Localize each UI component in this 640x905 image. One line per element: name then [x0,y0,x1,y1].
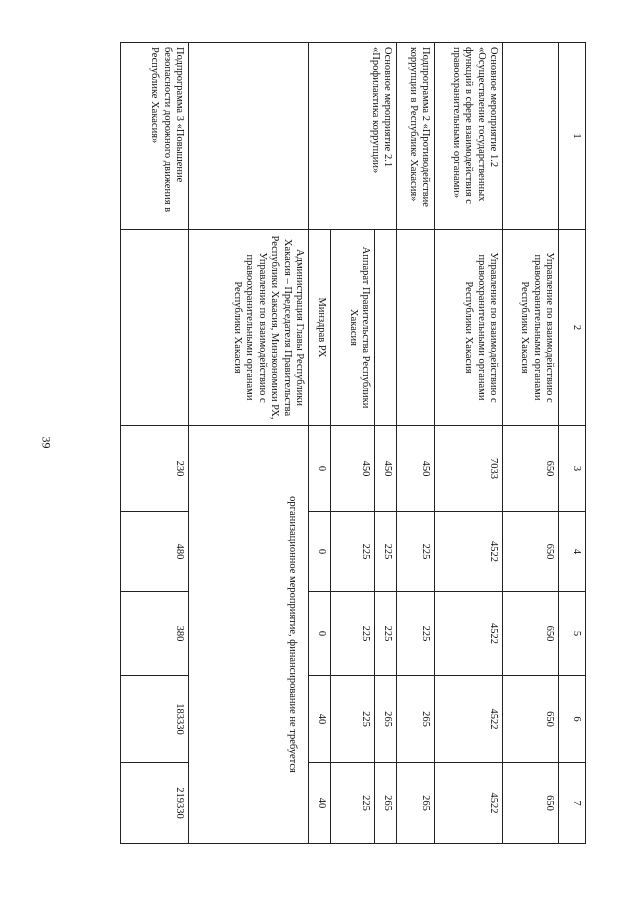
table-row [397,43,435,844]
program-name-cell: Основное мероприятие 2.1 «Профилактика коррупции» [309,43,397,230]
total-cell: 650 [503,426,559,512]
year-value-cell: 650 [503,512,559,592]
year-value-cell: 183330 [121,676,189,763]
year-value-cell: 265 [375,676,397,763]
program-name-cell [503,43,559,230]
table-row [503,43,559,844]
year-value-cell: 265 [397,676,435,763]
executor-cell [375,230,397,426]
executor-cell: Администрация Главы Республики Хакасия – Председателя Правительства Республики Хакасия, Минэкономики РХ, Управление по взаимодействию с правоохранительными органами Республики Хакасия [189,230,309,426]
year-value-cell: 225 [331,592,375,676]
executor-cell: Управление по взаимодействию с правоохранительными органами Республики Хакасия [503,230,559,426]
column-header: 1 [559,43,586,230]
column-header: 7 [559,763,586,844]
year-value-cell: 380 [121,592,189,676]
column-header: 4 [559,512,586,592]
program-name-cell: Подпрограмма 3 «Повышение безопасности дорожного движения в Республике Хакасия» [121,43,189,230]
total-cell: 230 [121,426,189,512]
year-value-cell: 4522 [435,592,503,676]
year-value-cell: 650 [503,676,559,763]
year-value-cell: 225 [375,592,397,676]
table-row [375,43,397,844]
executor-cell [397,230,435,426]
total-cell: 0 [309,426,331,512]
year-value-cell: 225 [331,512,375,592]
program-name-cell: Основное мероприятие 1.2 «Осуществление государственных функций в сфере взаимодействия с правоохранительными органами» [435,43,503,230]
year-value-cell: 40 [309,676,331,763]
year-value-cell: 225 [375,512,397,592]
total-cell: 450 [331,426,375,512]
executor-cell [121,230,189,426]
executor-cell: Минздрав РХ [309,230,331,426]
year-value-cell: 265 [375,763,397,844]
rotated-table-sheet [97,42,586,843]
executor-cell: Аппарат Правительства Республики Хакасия [331,230,375,426]
program-name-cell [189,43,309,230]
executor-cell: Управление по взаимодействию с правоохранительными органами Республики Хакасия [435,230,503,426]
total-cell: 450 [397,426,435,512]
table-row [189,43,309,844]
budget-table [120,42,586,844]
funding-note-cell: организационное мероприятие, финансирование не требуется [189,426,309,844]
column-header: 6 [559,676,586,763]
year-value-cell: 265 [397,763,435,844]
year-value-cell: 225 [397,592,435,676]
table-row [121,43,189,844]
year-value-cell: 40 [309,763,331,844]
year-value-cell: 0 [309,512,331,592]
program-name-cell: Подпрограмма 2 «Противодействие коррупции в Республике Хакасия» [397,43,435,230]
column-header: 5 [559,592,586,676]
page-number: 39 [39,436,54,449]
column-header: 2 [559,230,586,426]
year-value-cell: 225 [331,763,375,844]
year-value-cell: 0 [309,592,331,676]
year-value-cell: 4522 [435,763,503,844]
year-value-cell: 4522 [435,676,503,763]
year-value-cell: 225 [397,512,435,592]
year-value-cell: 480 [121,512,189,592]
year-value-cell: 225 [331,676,375,763]
year-value-cell: 4522 [435,512,503,592]
table-row [435,43,503,844]
column-header: 3 [559,426,586,512]
year-value-cell: 650 [503,592,559,676]
total-cell: 450 [375,426,397,512]
year-value-cell: 219330 [121,763,189,844]
header-row [559,43,586,844]
year-value-cell: 650 [503,763,559,844]
total-cell: 7033 [435,426,503,512]
